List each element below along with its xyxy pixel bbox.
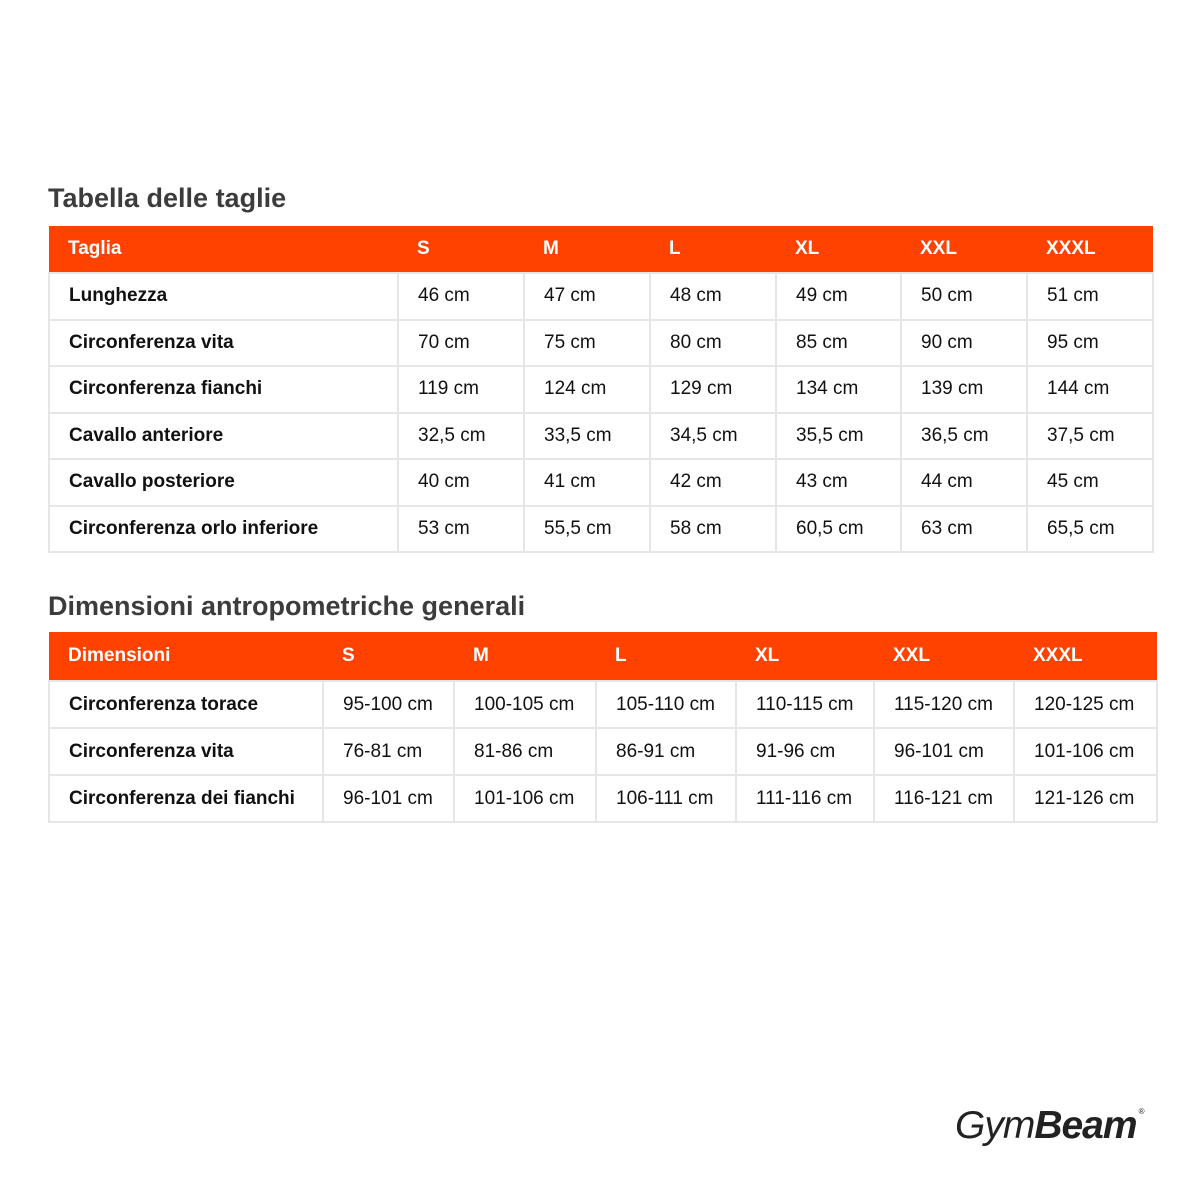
logo-text-gym: Gym	[955, 1104, 1035, 1147]
table-cell: 120-125 cm	[1014, 681, 1157, 728]
header-cell: L	[596, 632, 736, 681]
table-cell: 41 cm	[524, 459, 650, 506]
table-row	[49, 366, 1153, 413]
table-cell: 96-101 cm	[874, 728, 1014, 775]
header-cell: S	[398, 226, 524, 273]
row-label: Circonferenza vita	[49, 320, 398, 367]
table-cell: 63 cm	[901, 506, 1027, 553]
gymbeam-logo	[955, 1104, 1145, 1147]
table-cell: 129 cm	[650, 366, 776, 413]
size-table-header-row	[49, 226, 1153, 273]
table-cell: 58 cm	[650, 506, 776, 553]
table-cell: 76-81 cm	[323, 728, 454, 775]
table-row	[49, 681, 1157, 728]
table-cell: 33,5 cm	[524, 413, 650, 460]
table-cell: 116-121 cm	[874, 775, 1014, 822]
table-cell: 42 cm	[650, 459, 776, 506]
table-cell: 60,5 cm	[776, 506, 901, 553]
table-cell: 90 cm	[901, 320, 1027, 367]
table-cell: 124 cm	[524, 366, 650, 413]
header-cell: XXL	[901, 226, 1027, 273]
table-row	[49, 459, 1153, 506]
table-cell: 85 cm	[776, 320, 901, 367]
logo-text-beam: Beam	[1034, 1104, 1137, 1147]
table-cell: 119 cm	[398, 366, 524, 413]
row-label: Circonferenza fianchi	[49, 366, 398, 413]
size-table-title: Tabella delle taglie	[48, 183, 287, 213]
table-cell: 91-96 cm	[736, 728, 874, 775]
table-cell: 53 cm	[398, 506, 524, 553]
header-cell: M	[524, 226, 650, 273]
table-cell: 65,5 cm	[1027, 506, 1153, 553]
row-label: Lunghezza	[49, 273, 398, 320]
table-cell: 101-106 cm	[1014, 728, 1157, 775]
header-cell: M	[454, 632, 596, 681]
table-cell: 121-126 cm	[1014, 775, 1157, 822]
body-measurements-table	[48, 632, 1158, 823]
row-label: Circonferenza vita	[49, 728, 323, 775]
table-cell: 32,5 cm	[398, 413, 524, 460]
table-row	[49, 506, 1153, 553]
header-cell: Taglia	[49, 226, 398, 273]
table-cell: 70 cm	[398, 320, 524, 367]
table-cell: 40 cm	[398, 459, 524, 506]
table-cell: 36,5 cm	[901, 413, 1027, 460]
table-cell: 43 cm	[776, 459, 901, 506]
row-label: Cavallo anteriore	[49, 413, 398, 460]
table-row	[49, 728, 1157, 775]
table-cell: 47 cm	[524, 273, 650, 320]
row-label: Circonferenza dei fianchi	[49, 775, 323, 822]
row-label: Cavallo posteriore	[49, 459, 398, 506]
table-cell: 106-111 cm	[596, 775, 736, 822]
table-row	[49, 413, 1153, 460]
table-cell: 139 cm	[901, 366, 1027, 413]
table-cell: 134 cm	[776, 366, 901, 413]
table-cell: 45 cm	[1027, 459, 1153, 506]
header-cell: XL	[776, 226, 901, 273]
table-cell: 80 cm	[650, 320, 776, 367]
table-cell: 35,5 cm	[776, 413, 901, 460]
table-cell: 55,5 cm	[524, 506, 650, 553]
header-cell: XL	[736, 632, 874, 681]
table-cell: 105-110 cm	[596, 681, 736, 728]
table-cell: 115-120 cm	[874, 681, 1014, 728]
header-cell: XXXL	[1027, 226, 1153, 273]
body-measurements-title: Dimensioni antropometriche generali	[48, 591, 526, 621]
body-table-header-row	[49, 632, 1157, 681]
table-cell: 81-86 cm	[454, 728, 596, 775]
table-cell: 44 cm	[901, 459, 1027, 506]
header-cell: XXL	[874, 632, 1014, 681]
table-row	[49, 273, 1153, 320]
table-row	[49, 320, 1153, 367]
table-cell: 86-91 cm	[596, 728, 736, 775]
table-cell: 46 cm	[398, 273, 524, 320]
table-cell: 101-106 cm	[454, 775, 596, 822]
header-cell: L	[650, 226, 776, 273]
table-cell: 75 cm	[524, 320, 650, 367]
table-cell: 50 cm	[901, 273, 1027, 320]
table-cell: 37,5 cm	[1027, 413, 1153, 460]
table-row	[49, 775, 1157, 822]
header-cell: XXXL	[1014, 632, 1157, 681]
table-cell: 96-101 cm	[323, 775, 454, 822]
table-cell: 111-116 cm	[736, 775, 874, 822]
registered-mark: ®	[1138, 1107, 1145, 1116]
header-cell: S	[323, 632, 454, 681]
table-cell: 144 cm	[1027, 366, 1153, 413]
table-cell: 34,5 cm	[650, 413, 776, 460]
table-cell: 51 cm	[1027, 273, 1153, 320]
table-cell: 48 cm	[650, 273, 776, 320]
header-cell: Dimensioni	[49, 632, 323, 681]
table-cell: 100-105 cm	[454, 681, 596, 728]
size-table	[48, 226, 1154, 553]
table-cell: 95-100 cm	[323, 681, 454, 728]
row-label: Circonferenza orlo inferiore	[49, 506, 398, 553]
table-cell: 95 cm	[1027, 320, 1153, 367]
row-label: Circonferenza torace	[49, 681, 323, 728]
table-cell: 49 cm	[776, 273, 901, 320]
table-cell: 110-115 cm	[736, 681, 874, 728]
